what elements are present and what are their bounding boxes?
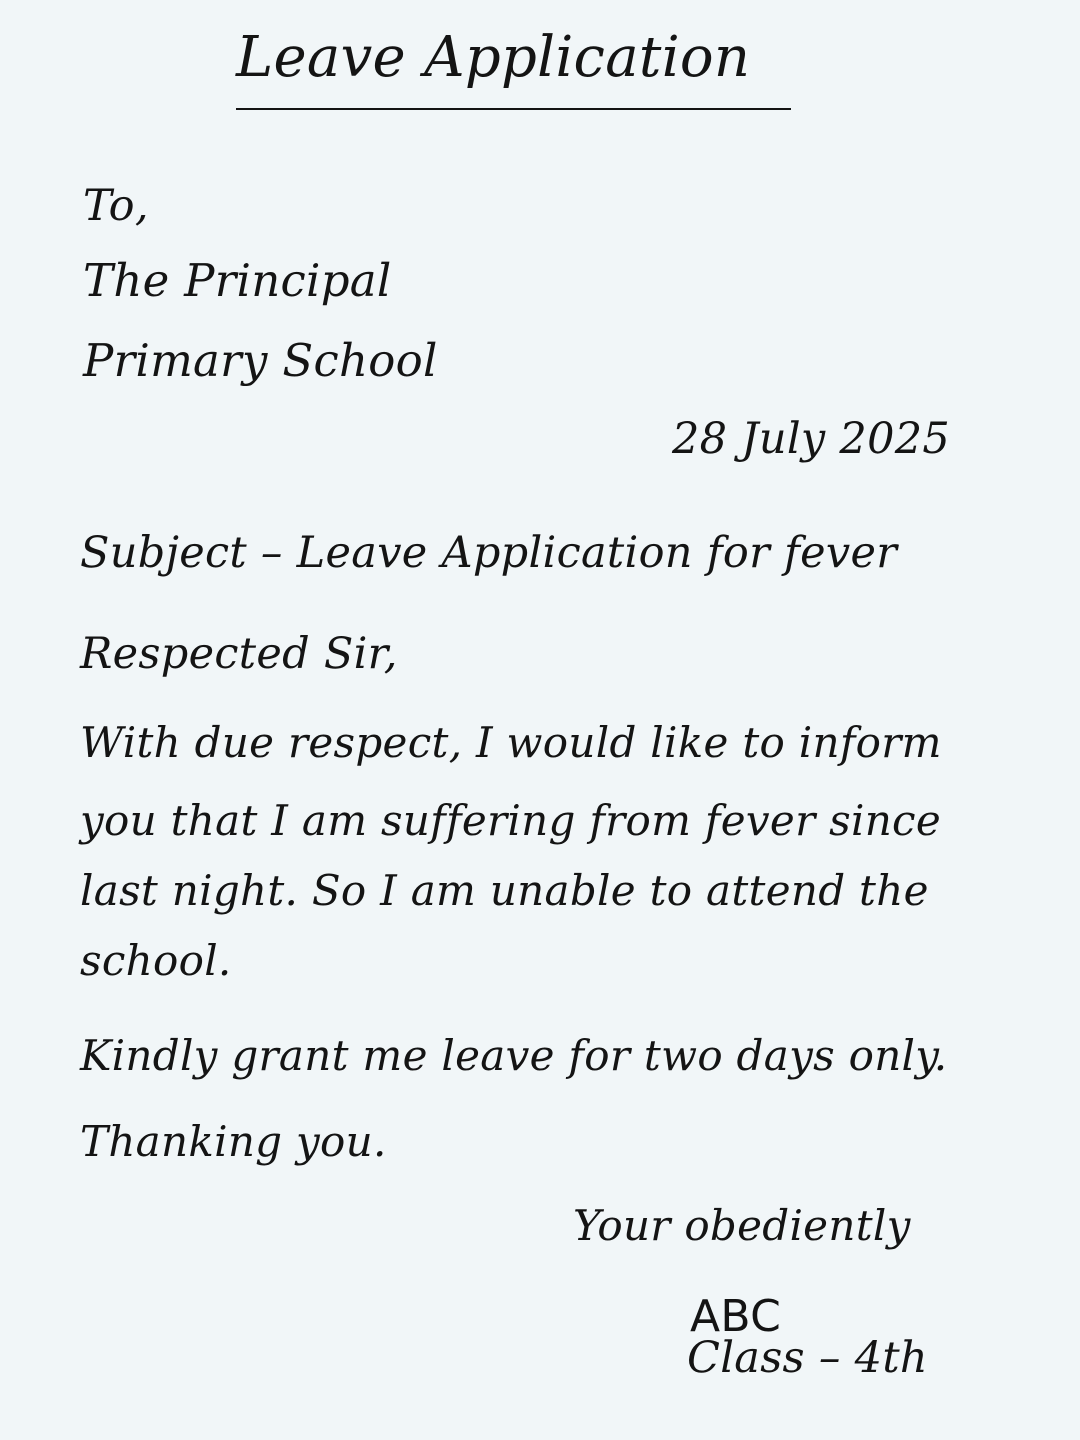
student-name: ABC	[690, 1291, 782, 1342]
leave-request: Kindly grant me leave for two days only.	[80, 1031, 948, 1080]
page-title: Leave Application	[236, 25, 751, 90]
title-underline	[236, 108, 791, 110]
body-line-4: school.	[80, 936, 232, 985]
student-class: Class – 4th	[687, 1333, 928, 1383]
body-line-3: last night. So I am unable to attend the	[80, 866, 929, 915]
closing-line: Your obediently	[573, 1201, 911, 1250]
thanks-line: Thanking you.	[80, 1117, 387, 1166]
letter-subject: Subject – Leave Application for fever	[80, 528, 898, 578]
body-line-2: you that I am suffering from fever since	[80, 796, 942, 845]
letter-date: 28 July 2025	[672, 414, 951, 464]
recipient-principal: The Principal	[83, 254, 392, 307]
recipient-to: To,	[83, 181, 149, 231]
recipient-school: Primary School	[83, 334, 438, 387]
letter-salutation: Respected Sir,	[80, 629, 398, 679]
body-line-1: With due respect, I would like to inform	[80, 718, 942, 767]
